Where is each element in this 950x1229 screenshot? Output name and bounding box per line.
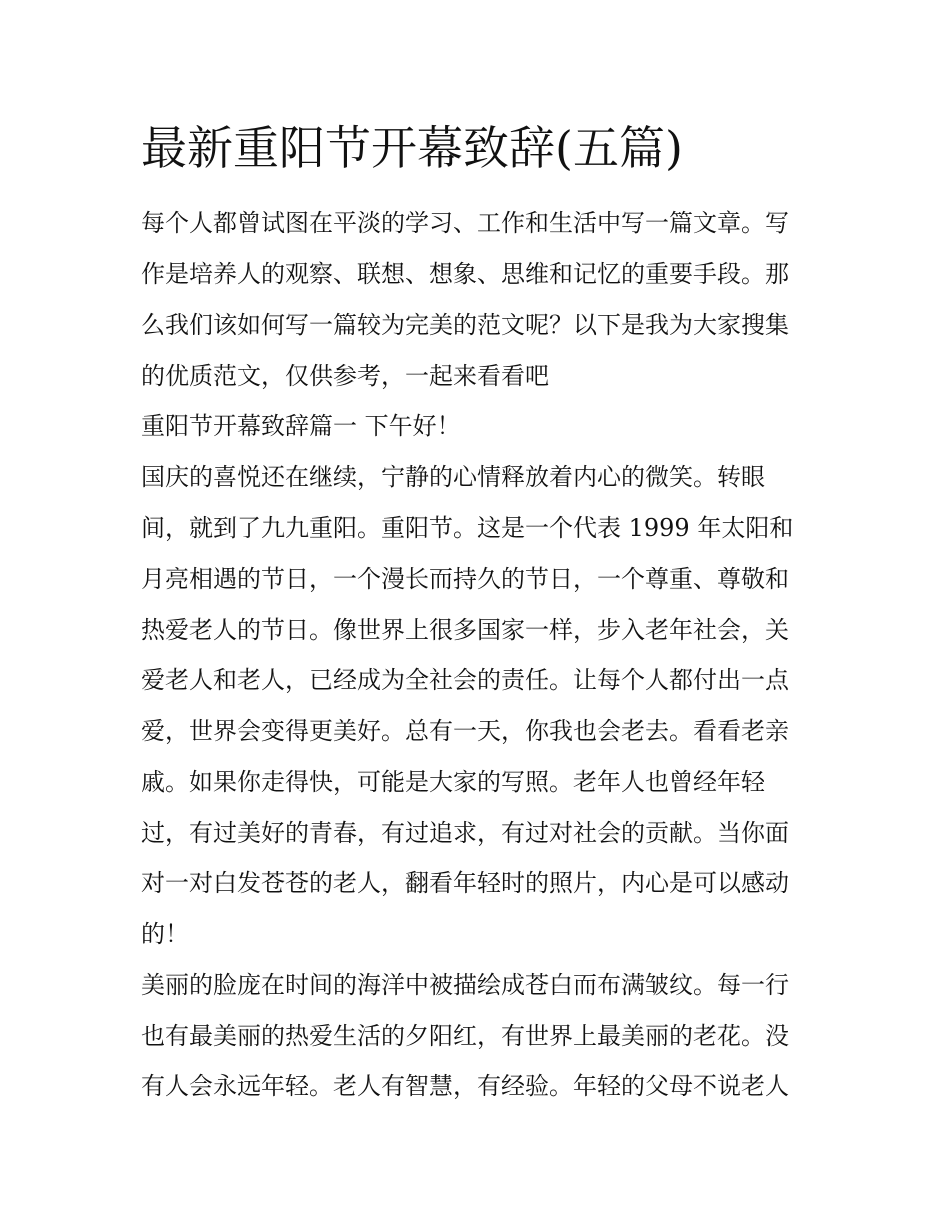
- body-line: 热爱老人的节日。像世界上很多国家一样，步入老年社会，关: [141, 616, 789, 644]
- body-line: 每个人都曾试图在平淡的学习、工作和生活中写一篇文章。写: [141, 209, 789, 237]
- document-title: 最新重阳节开幕致辞(五篇): [141, 121, 683, 175]
- body-line: 间，就到了九九重阳。重阳节。这是一个代表 1999 年太阳和: [141, 514, 794, 542]
- body-line: 有人会永远年轻。老人有智慧，有经验。年轻的父母不说老人: [141, 1072, 789, 1100]
- body-line: 也有最美丽的热爱生活的夕阳红，有世界上最美丽的老花。没: [141, 1022, 789, 1050]
- body-line: 爱，世界会变得更美好。总有一天，你我也会老去。看看老亲: [141, 717, 789, 745]
- body-line: 对一对白发苍苍的老人，翻看年轻时的照片，内心是可以感动: [141, 869, 789, 897]
- body-line: 的优质范文，仅供参考，一起来看看吧: [141, 362, 549, 390]
- body-line: 美丽的脸庞在时间的海洋中被描绘成苍白而布满皱纹。每一行: [141, 971, 789, 999]
- body-line: 作是培养人的观察、联想、想象、思维和记忆的重要手段。那: [141, 260, 789, 288]
- body-line: 月亮相遇的节日，一个漫长而持久的节日，一个尊重、尊敬和: [141, 565, 789, 593]
- body-line: 国庆的喜悦还在继续，宁静的心情释放着内心的微笑。转眼: [141, 463, 765, 491]
- body-line: 过，有过美好的青春，有过追求，有过对社会的贡献。当你面: [141, 819, 789, 847]
- body-line: 么我们该如何写一篇较为完美的范文呢？以下是我为大家搜集: [141, 311, 789, 339]
- section-heading-line: 重阳节开幕致辞篇一 下午好！: [141, 412, 461, 440]
- body-line: 爱老人和老人，已经成为全社会的责任。让每个人都付出一点: [141, 666, 789, 694]
- body-line: 的！: [141, 920, 189, 948]
- body-line: 戚。如果你走得快，可能是大家的写照。老年人也曾经年轻: [141, 768, 765, 796]
